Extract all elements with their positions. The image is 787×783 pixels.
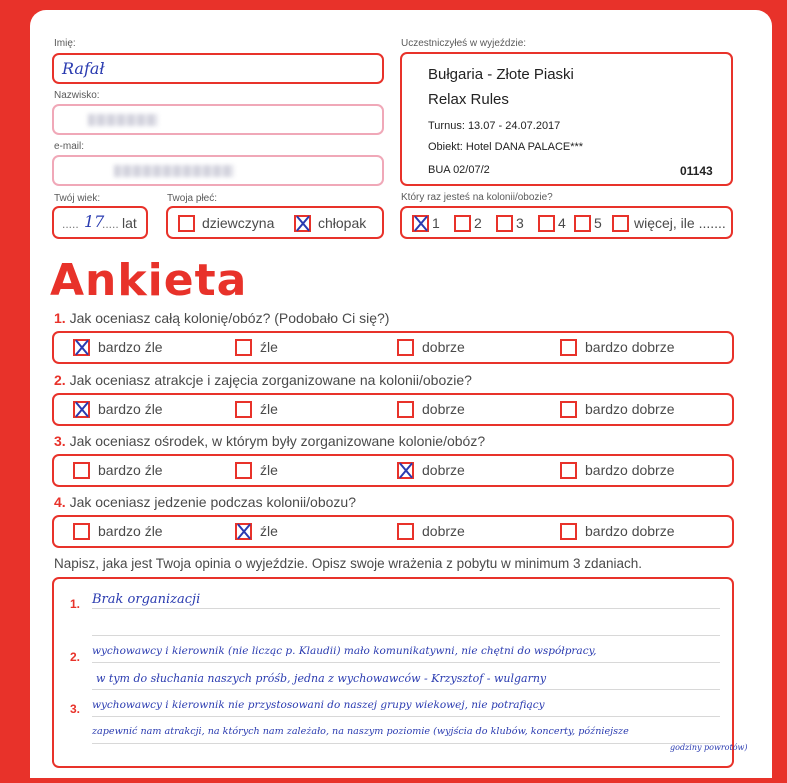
question-text: Jak oceniasz ośrodek, w którym były zorganizowane kolonie/obóz? [69,433,486,449]
times-option-more-checkbox[interactable] [612,215,629,232]
times-option-4-checkbox[interactable] [538,215,555,232]
question-number: 4. [54,494,66,510]
q1-option-4-checkbox[interactable] [560,339,577,356]
gender-label: Twoja płeć: [167,193,218,204]
opinion-line-number-1: 1. [70,597,81,611]
q4-option-3-checkbox[interactable] [397,523,414,540]
name-label: Imię: [54,38,76,49]
q2-option-1-checkbox[interactable] [73,401,90,418]
trip-destination: Bułgaria - Złote Piaski [428,66,574,83]
gender-male-label: chłopak [318,215,367,231]
q1-option-1-label: bardzo źle [98,339,163,355]
q2-option-3-checkbox[interactable] [397,401,414,418]
surname-label: Nazwisko: [54,90,100,101]
question-number: 1. [54,310,66,326]
opinion-line-number-2: 2. [70,650,81,664]
q1-option-3-label: dobrze [422,339,465,355]
question-text: Jak oceniasz jedzenie podczas kolonii/obozu? [69,494,356,510]
question-2 [54,372,472,388]
q1-option-2-checkbox[interactable] [235,339,252,356]
times-option-2-checkbox[interactable] [454,215,471,232]
opinion-text-line-4: wychowawcy i kierownik nie przystosowani do naszej grupy wiekowej, nie potrafiący [92,699,545,711]
q3-option-3-label: dobrze [422,462,465,478]
survey-title: Ankieta [50,255,248,306]
opinion-text-line-3: w tym do słuchania naszych próśb, jedna z wychowawców - Krzysztof - wulgarny [96,672,547,685]
q2-option-4-label: bardzo dobrze [585,401,675,417]
q1-option-2-label: źle [260,339,278,355]
opinion-prompt: Napisz, jaka jest Twoja opinia o wyjeździe. Opisz swoje wrażenia z pobytu w minimum 3 zdaniach. [54,556,643,571]
opinion-text-line-6: godziny powrotów) [670,743,748,752]
question-number: 2. [54,372,66,388]
times-option-5-checkbox[interactable] [574,215,591,232]
question-number: 3. [54,433,66,449]
email-field[interactable] [52,155,384,186]
q1-option-4-label: bardzo dobrze [585,339,675,355]
age-label: Twój wiek: [54,193,101,204]
q3-option-3-checkbox[interactable] [397,462,414,479]
surname-redacted [88,114,158,126]
trip-obiekt: Obiekt: Hotel DANA PALACE*** [428,141,584,153]
q4-option-4-label: bardzo dobrze [585,523,675,539]
times-option-5-label: 5 [594,215,602,231]
trip-code: BUA 02/07/2 [428,164,490,176]
q2-option-1-label: bardzo źle [98,401,163,417]
gender-female-label: dziewczyna [202,215,275,231]
age-value: 17 [84,212,105,231]
trip-program: Relax Rules [428,91,509,108]
surname-field[interactable] [52,104,384,135]
opinion-text-line-5: zapewnić nam atrakcji, na których nam zależało, na naszym poziomie (wyjścia do klubów, koncerty, późniejsze [92,726,629,737]
opinion-line-number-3: 3. [70,702,81,716]
q3-option-4-checkbox[interactable] [560,462,577,479]
question-text: Jak oceniasz atrakcje i zajęcia zorganizowane na kolonii/obozie? [69,372,472,388]
times-option-1-checkbox[interactable] [412,215,429,232]
times-label: Który raz jesteś na kolonii/obozie? [401,192,553,203]
opinion-text-line-2: wychowawcy i kierownik (nie licząc p. Klaudii) mało komunikatywni, nie chętni do współpracy, [92,645,597,657]
q2-option-3-label: dobrze [422,401,465,417]
question-4 [54,494,356,510]
gender-male-checkbox[interactable] [294,215,311,232]
q2-option-4-checkbox[interactable] [560,401,577,418]
email-label: e-mail: [54,141,85,152]
q2-option-2-checkbox[interactable] [235,401,252,418]
question-3 [54,433,485,449]
q3-option-2-checkbox[interactable] [235,462,252,479]
times-option-2-label: 2 [474,215,482,231]
q4-option-4-checkbox[interactable] [560,523,577,540]
trip-number: 01143 [680,164,713,178]
q3-option-4-label: bardzo dobrze [585,462,675,478]
q3-option-1-checkbox[interactable] [73,462,90,479]
q4-option-2-checkbox[interactable] [235,523,252,540]
q4-option-1-checkbox[interactable] [73,523,90,540]
times-option-more-label: więcej, ile ....... [634,215,726,231]
times-option-1-label: 1 [432,215,440,231]
q2-option-2-label: źle [260,401,278,417]
times-field [400,206,733,239]
email-redacted [114,165,234,177]
q4-option-2-label: źle [260,523,278,539]
q3-option-2-label: źle [260,462,278,478]
trip-turnus: Turnus: 13.07 - 24.07.2017 [428,120,561,132]
age-unit: lat [122,215,137,231]
trip-label: Uczestniczyłeś w wyjeździe: [401,38,527,49]
times-option-3-checkbox[interactable] [496,215,513,232]
question-text: Jak oceniasz całą kolonię/obóz? (Podobało Ci się?) [69,310,390,326]
question-1 [54,310,389,326]
opinion-text-line-1: Brak organizacji [92,592,201,607]
name-field[interactable] [52,53,384,84]
q4-option-1-label: bardzo źle [98,523,163,539]
times-option-3-label: 3 [516,215,524,231]
q1-option-1-checkbox[interactable] [73,339,90,356]
gender-field [166,206,384,239]
times-option-4-label: 4 [558,215,566,231]
name-value: Rafał [62,59,105,78]
q4-option-3-label: dobrze [422,523,465,539]
q1-option-3-checkbox[interactable] [397,339,414,356]
q3-option-1-label: bardzo źle [98,462,163,478]
age-field[interactable]: ..... 17 ..... lat [52,206,148,239]
gender-female-checkbox[interactable] [178,215,195,232]
